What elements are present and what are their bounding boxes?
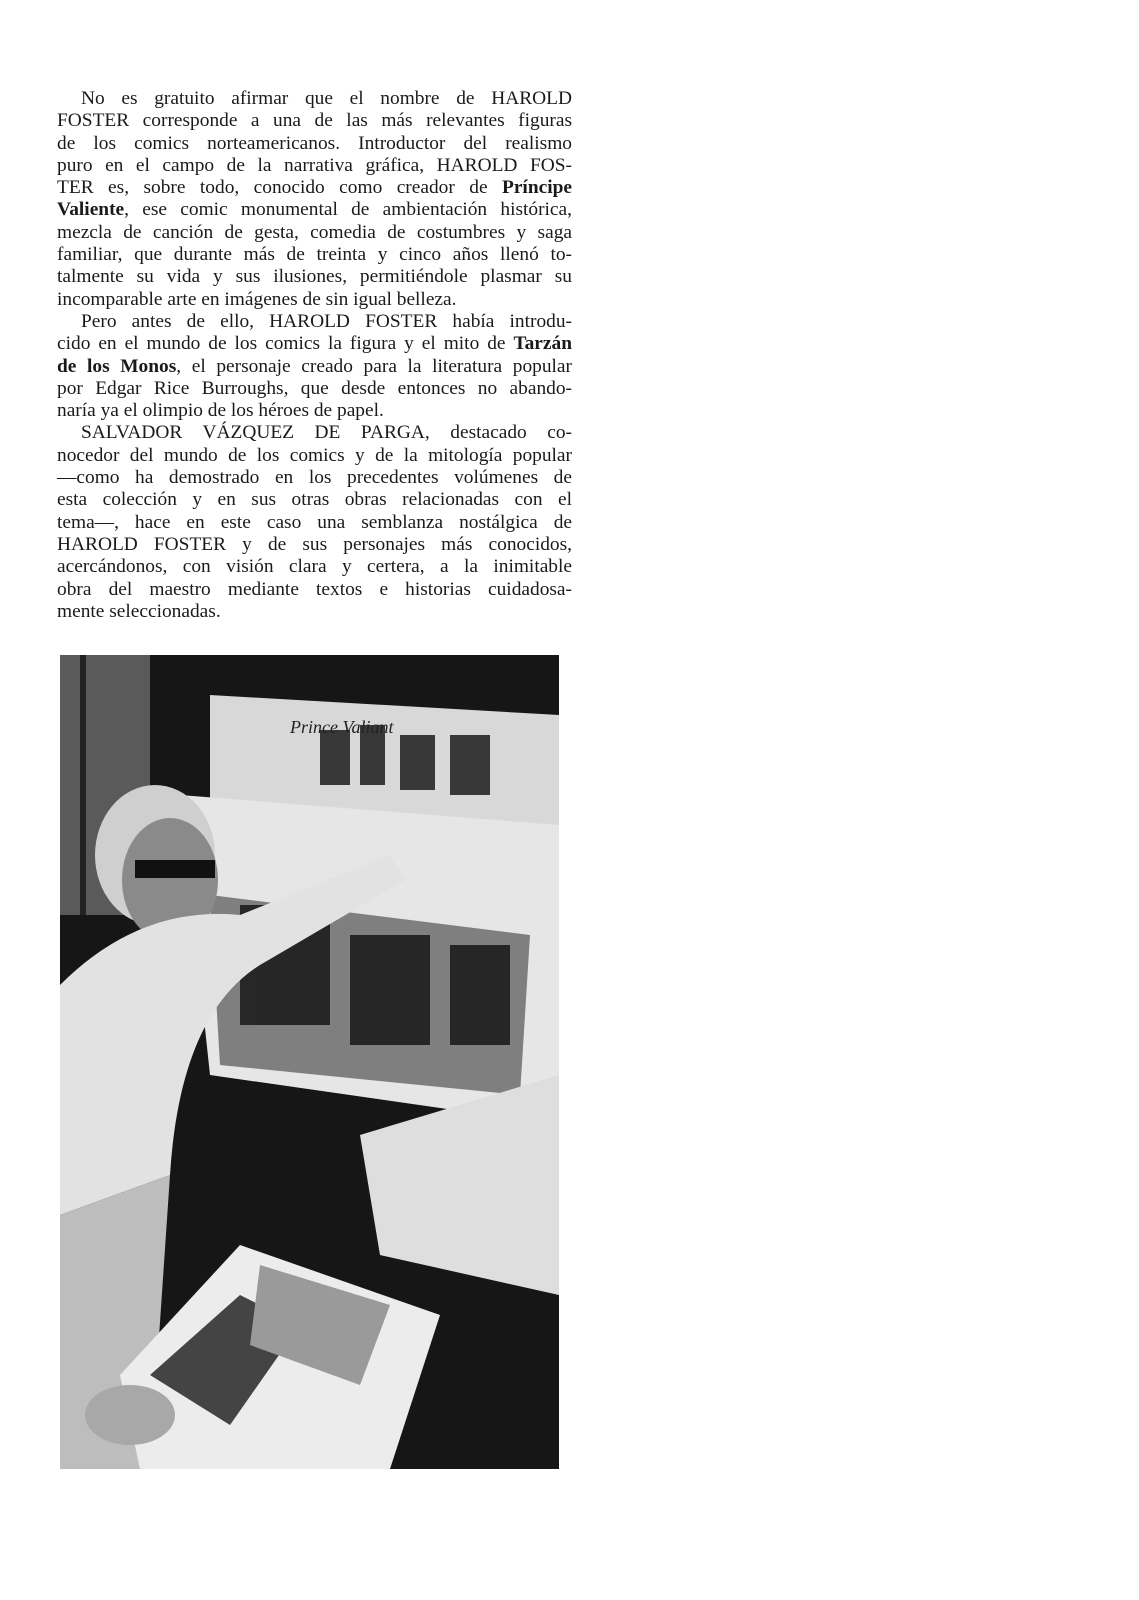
text-line bbox=[57, 556, 572, 578]
text-line bbox=[57, 378, 572, 400]
text-line bbox=[57, 311, 572, 333]
text-line bbox=[57, 133, 572, 155]
text-run: mezcla de canción de gesta, comedia de costumbres y saga bbox=[57, 221, 572, 243]
text-run: esta colección y en sus otras obras relacionadas con el bbox=[57, 489, 572, 511]
text-line bbox=[57, 222, 572, 244]
text-line bbox=[57, 289, 572, 311]
text-run: nocedor del mundo de los comics y de la mitología popular bbox=[57, 444, 572, 466]
text-run: HAROLD FOSTER y de sus personajes más conocidos, bbox=[57, 533, 572, 555]
photo-harold-foster-at-drawing-board bbox=[60, 655, 559, 1469]
bold-title: Príncipe bbox=[501, 177, 572, 199]
bold-title: de los Monos bbox=[57, 355, 177, 377]
text-line bbox=[57, 579, 572, 601]
text-line bbox=[57, 110, 572, 132]
text-run: , el personaje creado para la literatura popular bbox=[176, 355, 572, 377]
text-run: talmente su vida y sus ilusiones, permitiéndole plasmar su bbox=[57, 266, 572, 288]
text-run: obra del maestro mediante textos e historias cuidadosa- bbox=[57, 578, 572, 600]
text-run: TER es, sobre todo, conocido como creador de bbox=[57, 177, 502, 199]
text-line bbox=[57, 244, 572, 266]
text-line bbox=[57, 177, 572, 199]
text-run: No es gratuito afirmar que el nombre de HAROLD bbox=[81, 88, 572, 109]
text-line bbox=[57, 445, 572, 467]
paragraph bbox=[57, 422, 572, 623]
text-line bbox=[57, 512, 572, 534]
text-run: cido en el mundo de los comics la figura y el mito de bbox=[57, 333, 514, 355]
text-line bbox=[57, 155, 572, 177]
svg-text:Prince Valiant: Prince Valiant bbox=[290, 717, 394, 737]
bold-title: Tarzán bbox=[513, 333, 572, 355]
text-run: familiar, que durante más de treinta y cinco años llenó to- bbox=[57, 244, 572, 266]
paragraph bbox=[57, 88, 572, 311]
text-line bbox=[57, 422, 572, 444]
text-run: naría ya el olimpio de los héroes de papel. bbox=[57, 400, 384, 422]
text-run: , ese comic monumental de ambientación histórica, bbox=[124, 199, 572, 221]
intro-text bbox=[57, 88, 572, 623]
text-line bbox=[57, 400, 572, 422]
bold-title: Valiente bbox=[57, 199, 125, 221]
paragraph bbox=[57, 311, 572, 422]
text-line bbox=[57, 467, 572, 489]
text-run: acercándonos, con visión clara y certera, a la inimitable bbox=[57, 556, 572, 578]
text-run: —como ha demostrado en los precedentes volúmenes de bbox=[57, 467, 572, 489]
text-run: de los comics norteamericanos. Introductor del realismo bbox=[57, 132, 572, 154]
text-line bbox=[57, 88, 572, 110]
text-line bbox=[57, 601, 572, 623]
text-run: tema—, hace en este caso una semblanza nostálgica de bbox=[57, 511, 572, 533]
text-line bbox=[57, 333, 572, 355]
text-run: incomparable arte en imágenes de sin igual belleza. bbox=[57, 288, 457, 310]
text-run: FOSTER corresponde a una de las más relevantes figuras bbox=[57, 110, 572, 132]
text-line bbox=[57, 534, 572, 556]
text-run: por Edgar Rice Burroughs, que desde entonces no abando- bbox=[57, 377, 572, 399]
text-run: puro en el campo de la narrativa gráfica, HAROLD FOS- bbox=[57, 154, 572, 176]
text-run: SALVADOR VÁZQUEZ DE PARGA, destacado co- bbox=[81, 422, 572, 444]
text-line bbox=[57, 489, 572, 511]
text-line bbox=[57, 199, 572, 221]
text-line bbox=[57, 266, 572, 288]
text-line bbox=[57, 356, 572, 378]
text-run: mente seleccionadas. bbox=[57, 600, 221, 622]
text-run: Pero antes de ello, HAROLD FOSTER había introdu- bbox=[81, 310, 572, 332]
